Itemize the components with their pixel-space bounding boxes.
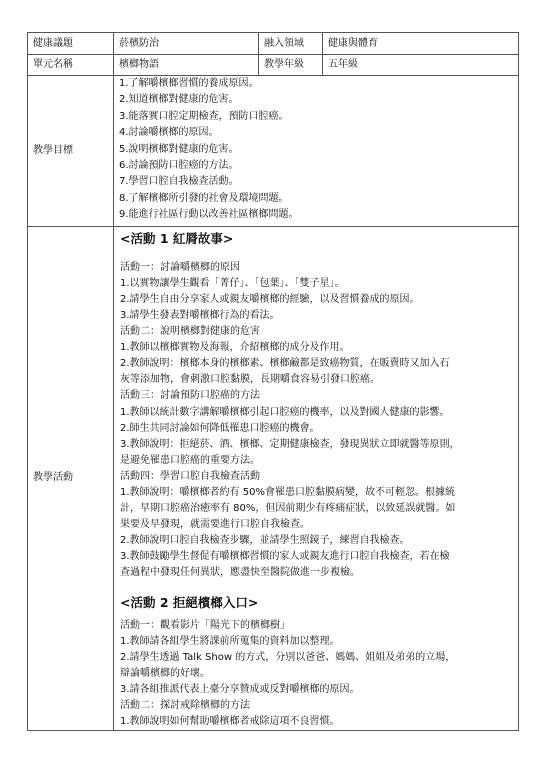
activity-line: 2.請學生透過 Talk Show 的方式，分別以爸爸、媽媽、姐姐及弟弟的立場， bbox=[120, 651, 456, 663]
activity-line: 3.請各組推派代表上臺分享贊成或反對嚼檳榔的原因。 bbox=[120, 683, 360, 695]
activity2-title: <活動 2 拒絕檳榔入口> bbox=[120, 594, 259, 610]
activity-line: 2.請學生自由分享家人或親友嚼檳榔的經驗，以及習慣養成的原因。 bbox=[120, 293, 420, 305]
objective-item: 4.討論嚼檳榔的原因。 bbox=[119, 127, 219, 139]
domain-value: 健康與體育 bbox=[323, 33, 519, 55]
activity-line: 活動一：觀看影片「陽光下的檳榔樹」 bbox=[120, 619, 290, 631]
activity-line: 2.師生共同討論如何降低罹患口腔癌的機會。 bbox=[120, 422, 320, 434]
activity-line: 活動二：說明檳榔對健康的危害 bbox=[120, 326, 260, 338]
objective-item: 7.學習口腔自我檢查活動。 bbox=[119, 176, 239, 188]
lesson-plan-table bbox=[27, 32, 519, 731]
activity-line: 計，早期口腔癌治癒率有 80%，但因前期少有疼痛症狀，以致延誤就醫。如 bbox=[120, 503, 456, 515]
activity-line: 活動二：探討戒除檳榔的方法 bbox=[120, 700, 250, 711]
activity-line: 1.教師說明：嚼檳榔者約有 50%會罹患口腔黏膜病變，故不可輕忽。根據統 bbox=[120, 486, 455, 498]
activity-line: 1.教師請各組學生將課前所蒐集的資料加以整理。 bbox=[120, 635, 340, 647]
activity-line: 3.教師鼓勵學生督促有嚼檳榔習慣的家人或親友進行口腔自我檢查，若在檢 bbox=[120, 551, 450, 563]
unit-label: 單元名稱 bbox=[28, 55, 114, 76]
activity-line: 是避免罹患口腔癌的重要方法。 bbox=[120, 454, 260, 466]
activity-line: 3.請學生發表對嚼檳榔行為的看法。 bbox=[120, 309, 280, 321]
activity-line: 辯論嚼檳榔的好壞。 bbox=[120, 667, 210, 679]
grade-label: 教學年級 bbox=[259, 55, 323, 76]
domain-label: 融入領域 bbox=[259, 33, 323, 55]
activity-line: 1.教師以檳榔實物及海報，介紹檳榔的成分及作用。 bbox=[120, 342, 350, 354]
objective-item: 2.知道檳榔對健康的危害。 bbox=[119, 94, 239, 106]
objective-item: 9.能進行社區行動以改善社區檳榔問題。 bbox=[119, 209, 299, 221]
activity-line: 3.教師說明：拒絕菸、酒、檳榔、定期健康檢查，發現異狀立即就醫等原則， bbox=[120, 438, 460, 450]
header-row-unit bbox=[28, 55, 519, 76]
activity-line: 活動三：討論預防口腔癌的方法 bbox=[120, 390, 260, 402]
objectives-row bbox=[28, 76, 519, 227]
objective-item: 6.討論預防口腔癌的方法。 bbox=[119, 160, 239, 172]
grade-value: 五年級 bbox=[323, 55, 519, 76]
objectives-label: 教學目標 bbox=[28, 76, 114, 227]
activity-line: 活動一：討論嚼檳榔的原因 bbox=[120, 261, 240, 273]
activities-label: 教學活動 bbox=[28, 226, 114, 731]
objectives-list bbox=[114, 76, 519, 227]
objective-item: 8.了解檳榔所引發的社會及環境問題。 bbox=[119, 192, 289, 204]
topic-value: 菸檳防治 bbox=[114, 33, 259, 55]
objective-item: 1.了解嚼檳榔習慣的養成原因。 bbox=[119, 78, 259, 89]
objective-item: 5.說明檳榔對健康的危害。 bbox=[119, 143, 239, 155]
activity1-title: <活動 1 紅脣故事> bbox=[120, 230, 234, 246]
activity-line: 2.教師說明口腔自我檢查步驟，並請學生照鏡子，練習自我檢查。 bbox=[120, 535, 410, 547]
unit-value: 檳榔物語 bbox=[114, 55, 259, 76]
activity-line: 1.教師說明如何幫助嚼檳榔者戒除這項不良習慣。 bbox=[120, 716, 340, 728]
header-row-topic bbox=[28, 33, 519, 55]
activity-line: 活動四：學習口腔自我檢查活動 bbox=[120, 470, 260, 482]
activity-line: 1.教師以統計數字講解嚼檳榔引起口腔癌的機率，以及對國人健康的影響。 bbox=[120, 406, 450, 418]
activity-line: 果要及早發現，就需要進行口腔自我檢查。 bbox=[120, 519, 310, 531]
activity-line: 查過程中發現任何異狀，應盡快至醫院做進一步複檢。 bbox=[120, 567, 360, 579]
activity-line: 灰等添加物，會刺激口腔黏膜，長期嚼食容易引發口腔癌。 bbox=[120, 374, 380, 386]
activity-line: 1.以實物讓學生觀看「菁仔」、「包葉」、「雙子星」。 bbox=[120, 277, 345, 289]
activity-line: 2.教師說明：檳榔本身的檳榔素、檳榔鹼都是致癌物質，在販賣時又加入石 bbox=[120, 358, 450, 370]
objective-item: 3.能落實口腔定期檢查，預防口腔癌。 bbox=[119, 110, 289, 122]
topic-label: 健康議題 bbox=[28, 33, 114, 55]
activities-content bbox=[114, 226, 519, 731]
activities-row bbox=[28, 226, 519, 731]
